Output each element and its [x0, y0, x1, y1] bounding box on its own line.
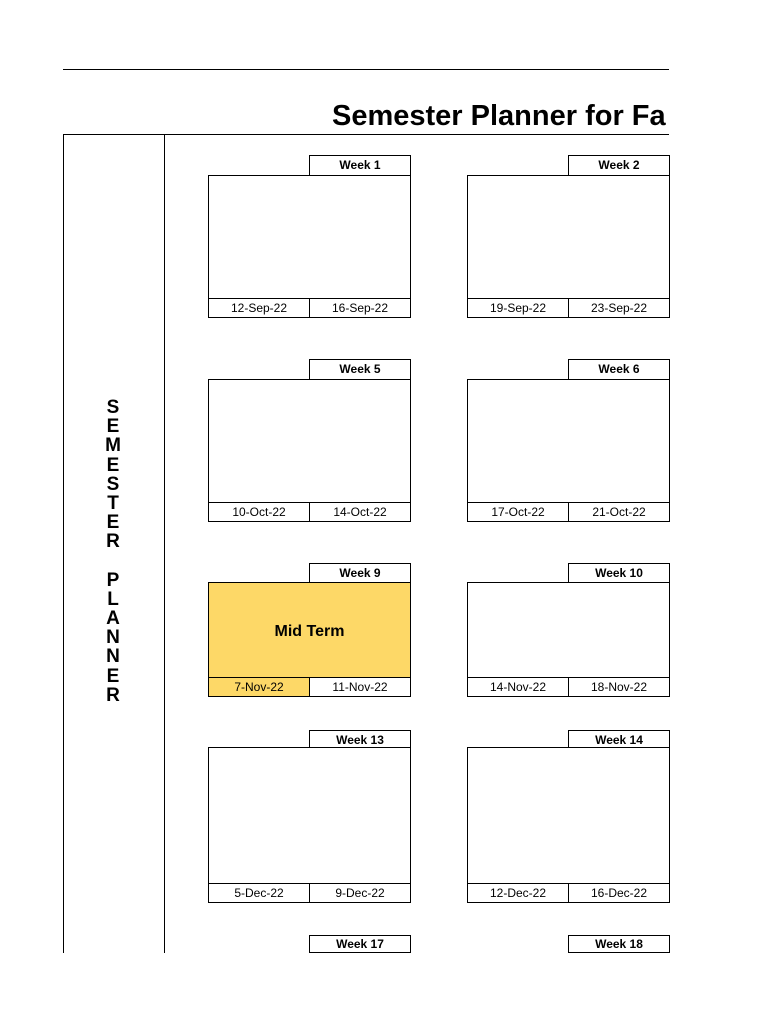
- date-row: [468, 298, 669, 317]
- side-letter: T: [107, 492, 119, 514]
- midterm-note: Mid Term: [274, 623, 345, 640]
- frame-top-border: [63, 134, 669, 135]
- week-label: Week 2: [568, 155, 670, 176]
- start-date: 7-Nov-22: [209, 678, 309, 696]
- end-date: 16-Dec-22: [568, 884, 669, 902]
- start-date: 12-Sep-22: [209, 299, 309, 317]
- end-date: 14-Oct-22: [309, 503, 410, 521]
- start-date: 17-Oct-22: [468, 503, 568, 521]
- date-row: [468, 502, 669, 521]
- date-row: [468, 677, 669, 696]
- week-box-midterm[interactable]: [208, 582, 411, 697]
- end-date: 23-Sep-22: [568, 299, 669, 317]
- week-box[interactable]: [467, 582, 670, 697]
- start-date: 14-Nov-22: [468, 678, 568, 696]
- side-letter: P: [106, 569, 120, 591]
- week-label: Week 13: [309, 730, 411, 751]
- date-row: [209, 883, 410, 902]
- side-letter: E: [106, 454, 120, 476]
- date-row: [468, 883, 669, 902]
- start-date: 10-Oct-22: [209, 503, 309, 521]
- date-row: [209, 677, 410, 696]
- top-rule: [63, 69, 669, 70]
- side-letter: M: [105, 435, 121, 457]
- week-box[interactable]: [467, 379, 670, 522]
- week-box[interactable]: [208, 175, 411, 318]
- frame-left-border: [63, 134, 64, 953]
- side-letter: S: [106, 473, 120, 495]
- week-box[interactable]: [467, 747, 670, 903]
- side-letter: E: [106, 665, 120, 687]
- start-date: 12-Dec-22: [468, 884, 568, 902]
- date-row: [209, 502, 410, 521]
- side-letter: R: [106, 684, 120, 706]
- week-label: Week 10: [568, 563, 670, 584]
- week-label: Week 14: [568, 730, 670, 751]
- end-date: 21-Oct-22: [568, 503, 669, 521]
- start-date: 5-Dec-22: [209, 884, 309, 902]
- side-letter: S: [106, 397, 120, 418]
- week-label: Week 6: [568, 359, 670, 380]
- end-date: 16-Sep-22: [309, 299, 410, 317]
- side-letter: [100, 552, 126, 571]
- week-box[interactable]: [208, 379, 411, 522]
- end-date: 9-Dec-22: [309, 884, 410, 902]
- end-date: 11-Nov-22: [309, 678, 410, 696]
- frame-divider: [164, 134, 165, 953]
- week-box[interactable]: [208, 747, 411, 903]
- side-letter: A: [106, 608, 120, 630]
- side-letter: N: [106, 627, 120, 649]
- end-date: 18-Nov-22: [568, 678, 669, 696]
- week-label: Week 17: [309, 935, 411, 953]
- week-label: Week 18: [568, 935, 670, 953]
- page-title: Semester Planner for Fa: [332, 100, 666, 132]
- week-label: Week 1: [309, 155, 411, 176]
- week-label: Week 5: [309, 359, 411, 380]
- side-letter: N: [106, 646, 120, 668]
- side-letter: L: [107, 588, 119, 610]
- side-letter: E: [106, 512, 120, 534]
- side-letter: R: [106, 531, 120, 553]
- week-label: Week 9: [309, 563, 411, 584]
- date-row: [209, 298, 410, 317]
- side-label: [100, 398, 126, 705]
- side-letter: E: [106, 416, 120, 438]
- week-box[interactable]: [467, 175, 670, 318]
- start-date: 19-Sep-22: [468, 299, 568, 317]
